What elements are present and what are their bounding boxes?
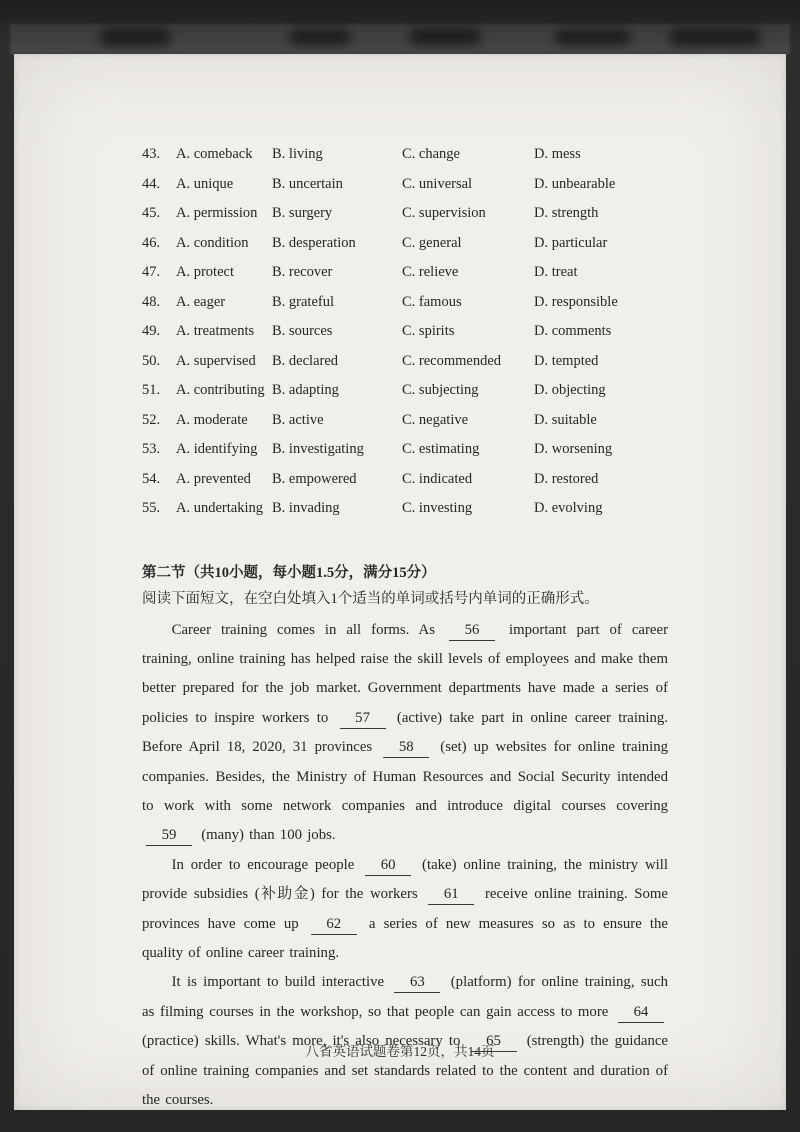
option-d: D. suitable [534, 411, 597, 428]
option-c: C. indicated [402, 470, 473, 487]
section2-heading: 第二节（共10小题，每小题1.5分，满分15分） [142, 564, 436, 581]
mcq-row-50 [142, 347, 668, 377]
option-a: A. condition [176, 234, 249, 251]
question-number: 45. [142, 205, 161, 221]
option-a: A. supervised [176, 352, 256, 369]
option-c: C. spirits [402, 323, 455, 339]
blurred-header-artifact [290, 29, 350, 45]
option-a: A. permission [176, 205, 258, 221]
option-a: A. prevented [176, 470, 251, 487]
option-b: B. recover [272, 264, 333, 280]
option-c: C. general [402, 234, 462, 251]
option-b: B. living [272, 146, 323, 162]
page-content [14, 54, 786, 1115]
blurred-header-artifact [410, 28, 480, 45]
question-number: 52. [142, 411, 161, 428]
blank-61: 61 [428, 884, 474, 905]
option-c: C. relieve [402, 264, 459, 280]
mcq-row-44 [142, 170, 668, 200]
option-b: B. declared [272, 352, 339, 369]
option-d: D. strength [534, 205, 599, 221]
option-a: A. undertaking [176, 500, 263, 516]
option-d: D. restored [534, 470, 599, 487]
question-number: 51. [142, 382, 161, 398]
option-c: C. subjecting [402, 382, 479, 398]
mcq-row-48 [142, 288, 668, 318]
option-a: A. moderate [176, 411, 248, 428]
page-footer: 八省英语试题卷第12页，共14页 [305, 1044, 495, 1059]
question-number: 50. [142, 352, 161, 369]
option-b: B. grateful [272, 293, 335, 310]
option-c: C. universal [402, 175, 473, 192]
option-d: D. worsening [534, 441, 613, 457]
mcq-row-46 [142, 229, 668, 259]
question-number: 48. [142, 293, 161, 310]
option-b: B. uncertain [272, 175, 343, 192]
blurred-header-artifact [555, 29, 630, 45]
option-d: D. mess [534, 146, 581, 162]
mcq-row-45 [142, 199, 668, 229]
option-b: B. surgery [272, 205, 333, 221]
mcq-row-47 [142, 258, 668, 288]
option-d: D. evolving [534, 500, 603, 516]
question-number: 53. [142, 441, 161, 457]
blank-60: 60 [365, 855, 411, 876]
blank-63: 63 [394, 972, 440, 993]
exam-page [14, 54, 786, 1110]
option-a: A. treatments [176, 323, 255, 339]
option-c: C. recommended [402, 352, 502, 369]
option-d: D. objecting [534, 382, 606, 398]
question-number: 44. [142, 175, 161, 192]
option-b: B. adapting [272, 382, 339, 398]
mcq-row-51 [142, 376, 668, 406]
mcq-row-55 [142, 494, 668, 524]
option-c: C. famous [402, 293, 462, 310]
blurred-header-band [10, 24, 790, 54]
option-d: D. tempted [534, 352, 599, 369]
blank-59: 59 [146, 825, 192, 846]
mcq-table [142, 140, 668, 524]
option-c: C. estimating [402, 441, 480, 457]
option-c: C. investing [402, 500, 473, 516]
blurred-header-artifact [100, 28, 170, 46]
question-number: 55. [142, 500, 161, 516]
option-d: D. responsible [534, 293, 618, 310]
option-a: A. comeback [176, 146, 253, 162]
option-d: D. particular [534, 234, 608, 251]
option-d: D. treat [534, 264, 578, 280]
question-number: 46. [142, 234, 161, 251]
blank-64: 64 [618, 1002, 664, 1023]
passage-paragraph-3: It is important to build interactive 63 (platform) for online training, such as filming courses in the workshop, so that people can gain access to more 64 (practice) skills. What's more, it's also necessary to 65 (strength) the guidance of online training companies and set standards related to the content and duration of the courses. [142, 974, 668, 1108]
mcq-row-49 [142, 317, 668, 347]
blank-56: 56 [449, 620, 495, 641]
blank-62: 62 [311, 914, 357, 935]
option-c: C. negative [402, 411, 469, 428]
passage-paragraph-2: In order to encourage people 60 (take) online training, the ministry will provide subsidies (补助金) for the workers 61 receive online training. Some provinces have come up 62 a series of new measures so as to ensure the quality of online career training. [142, 856, 668, 961]
option-b: B. sources [272, 323, 333, 339]
option-c: C. supervision [402, 205, 486, 221]
mcq-row-43 [142, 140, 668, 170]
section2-instruction: 阅读下面短文，在空白处填入1个适当的单词或括号内单词的正确形式。 [142, 590, 599, 607]
option-b: B. invading [272, 500, 340, 516]
option-b: B. active [272, 411, 324, 428]
blurred-header-artifact [670, 28, 760, 46]
question-number: 43. [142, 146, 161, 162]
mcq-row-52 [142, 406, 668, 436]
question-number: 47. [142, 264, 161, 280]
option-a: A. eager [176, 293, 226, 310]
option-a: A. unique [176, 175, 234, 192]
mcq-row-54 [142, 465, 668, 495]
option-c: C. change [402, 146, 460, 162]
question-number: 54. [142, 470, 161, 487]
option-a: A. protect [176, 264, 234, 280]
option-b: B. investigating [272, 441, 364, 457]
blank-65: 65 [471, 1031, 517, 1052]
option-b: B. empowered [272, 470, 357, 487]
option-a: A. contributing [176, 382, 265, 398]
blank-58: 58 [383, 737, 429, 758]
option-a: A. identifying [176, 441, 258, 457]
option-d: D. unbearable [534, 175, 616, 192]
passage-paragraph-1: Career training comes in all forms. As 56 important part of career training, online training has helped raise the skill levels of employees and make them better prepared for the job market. Government departments have made a series of policies to inspire workers to 57 (active) take part in online career training. Before April 18, 2020, 31 provinces 58 (set) up websites for online training companies. Besides, the Ministry of Human Resources and Social Security intended to work with some network companies and introduce digital courses covering 59 (many) than 100 jobs. [142, 616, 668, 851]
question-number: 49. [142, 323, 161, 339]
blank-57: 57 [340, 708, 386, 729]
mcq-row-53 [142, 435, 668, 465]
option-b: B. desperation [272, 234, 356, 251]
option-d: D. comments [534, 323, 612, 339]
